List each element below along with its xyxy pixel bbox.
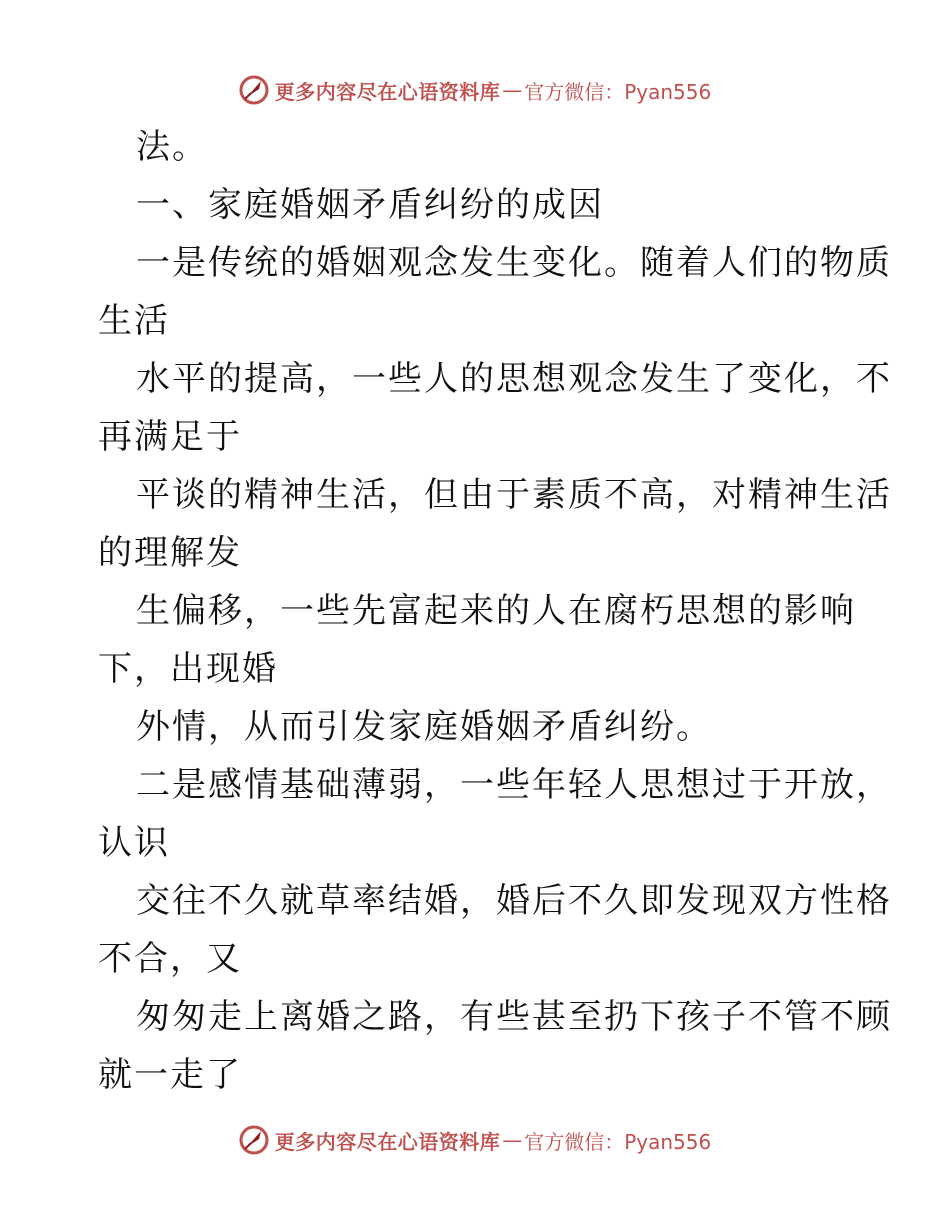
text-line: 再满足于 [98,417,242,457]
section-heading: 一、家庭婚姻矛盾纠纷的成因 [136,185,604,225]
text-line: 不合，又 [98,939,242,979]
text-line: 的理解发 [98,533,242,573]
text-line: 下，出现婚 [98,649,278,689]
watermark-wechat: 官方微信：Pyan556 [524,1129,712,1154]
text-line: 水平的提高，一些人的思想观念发生了变化，不 [136,359,892,399]
watermark-separator: — [502,78,523,102]
text-line: 二是感情基础薄弱，一些年轻人思想过于开放， [136,765,892,805]
text-line: 一是传统的婚姻观念发生变化。随着人们的物质 [136,243,892,283]
watermark-separator: — [502,1128,523,1152]
text-line: 生活 [98,301,170,341]
text-line: 法。 [136,127,208,167]
quill-logo-icon [239,1125,269,1155]
text-line: 认识 [98,823,170,863]
quill-logo-icon [239,75,269,105]
footer-watermark [0,1120,950,1160]
watermark-brand: 更多内容尽在心语资料库 [274,79,501,104]
text-line: 交往不久就草率结婚，婚后不久即发现双方性格 [136,881,892,921]
text-line: 匆匆走上离婚之路，有些甚至扔下孩子不管不顾 [136,997,892,1037]
header-watermark [0,70,950,110]
text-line: 平谈的精神生活，但由于素质不高，对精神生活 [136,475,892,515]
watermark-wechat: 官方微信：Pyan556 [524,79,712,104]
watermark-brand: 更多内容尽在心语资料库 [274,1129,501,1154]
document-body [98,118,892,1104]
text-line: 外情，从而引发家庭婚姻矛盾纠纷。 [136,707,712,747]
text-line: 生偏移，一些先富起来的人在腐朽思想的影响 [136,591,856,631]
text-line: 就一走了 [98,1055,242,1095]
